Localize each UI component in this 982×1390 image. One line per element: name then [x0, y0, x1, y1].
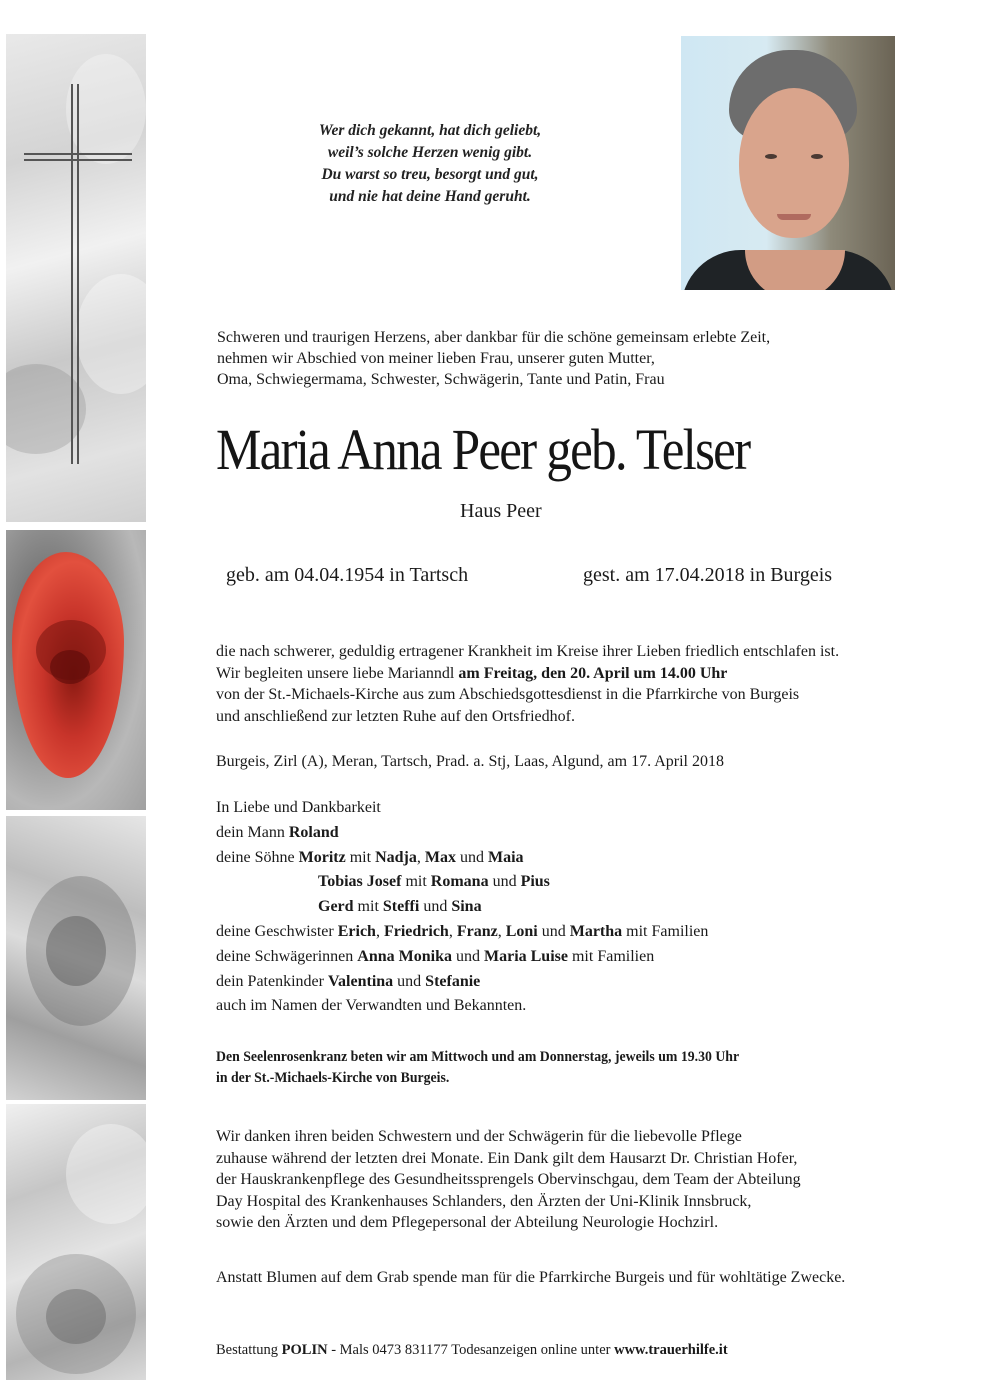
funeral-home-name: POLIN [281, 1342, 328, 1358]
thanks-line: der Hauskrankenpflege des Gesundheitssprengels Obervinschgau, dem Team der Abteilung [216, 1171, 801, 1188]
death-info: gest. am 17.04.2018 in Burgeis [583, 564, 833, 586]
footer-credit: Bestattung POLIN - Mals 0473 831177 Todesanzeigen online unter www.trauerhilfe.it [216, 1342, 728, 1358]
verse-line: weil’s solche Herzen wenig gibt. [327, 144, 533, 161]
verse-line: und nie hat deine Hand geruht. [329, 188, 531, 205]
thanks-line: Day Hospital des Krankenhauses Schlanders, den Ärzten der Uni-Klinik Innsbruck, [216, 1192, 752, 1210]
funeral-line: von der St.-Michaels-Kirche aus zum Abschiedsgottesdienst in die Pfarrkirche von Burgeis [216, 686, 800, 703]
red-rose-image [6, 530, 146, 810]
birth-info: geb. am 04.04.1954 in Tartsch [226, 564, 469, 586]
family-opening: In Liebe und Dankbarkeit [216, 799, 381, 816]
funeral-line: und anschließend zur letzten Ruhe auf den Ortsfriedhof. [216, 707, 575, 725]
verse-line: Du warst so treu, besorgt und gut, [321, 166, 539, 183]
intro-line: nehmen wir Abschied von meiner lieben Frau, unserer guten Mutter, [217, 350, 655, 367]
rosary-announcement [216, 1047, 739, 1089]
family-list [216, 796, 708, 1019]
family-closing: auch im Namen der Verwandten und Bekannten. [216, 997, 527, 1015]
deceased-name: Maria Anna Peer geb. Telser [216, 417, 750, 482]
funeral-line: die nach schwerer, geduldig ertragener Krankheit im Kreise ihrer Lieben friedlich entschlafen ist. [216, 643, 840, 660]
cross-icon [24, 84, 132, 466]
memorial-verse [260, 120, 600, 208]
decorative-rose-strip-middle [6, 816, 146, 1100]
thanks-line: sowie den Ärzten und dem Pflegepersonal der Abteilung Neurologie Hochzirl. [216, 1214, 719, 1231]
website-link[interactable]: www.trauerhilfe.it [614, 1342, 728, 1358]
family-godchildren: dein Patenkinder Valentina und Stefanie [216, 972, 481, 990]
rosary-line: Den Seelenrosenkranz beten wir am Mittwoch und am Donnerstag, jeweils um 19.30 Uhr [216, 1049, 740, 1065]
place-date: Burgeis, Zirl (A), Meran, Tartsch, Prad. a. Stj, Laas, Algund, am 17. April 2018 [216, 753, 724, 770]
intro-line: Oma, Schwiegermama, Schwester, Schwägerin, Tante und Patin, Frau [217, 371, 665, 388]
family-siblings: deine Geschwister Erich, Friedrich, Franz, Loni und Martha mit Familien [216, 922, 709, 940]
funeral-paragraph [216, 641, 839, 727]
decorative-rose-strip-bottom [6, 1104, 146, 1380]
house-name: Haus Peer [460, 500, 542, 522]
rosary-line: in der St.-Michaels-Kirche von Burgeis. [216, 1070, 450, 1086]
portrait-photo [681, 36, 895, 290]
funeral-line: Wir begleiten unsere liebe Marianndl am Freitag, den 20. April um 14.00 Uhr [216, 664, 728, 682]
verse-line: Wer dich gekannt, hat dich geliebt, [318, 122, 542, 139]
family-son-1: deine Söhne Moritz mit Nadja, Max und Maia [216, 848, 524, 866]
intro-line: Schweren und traurigen Herzens, aber dankbar für die schöne gemeinsam erlebte Zeit, [217, 329, 771, 346]
family-son-3: Gerd mit Steffi und Sina [318, 898, 482, 916]
family-son-2: Tobias Josef mit Romana und Pius [318, 873, 550, 891]
thanks-paragraph [216, 1126, 801, 1234]
funeral-date-time: am Freitag, den 20. April um 14.00 Uhr [458, 664, 728, 682]
family-husband: dein Mann Roland [216, 823, 339, 841]
thanks-line: zuhause während der letzten drei Monate. Ein Dank gilt dem Hausarzt Dr. Christian Hofer, [216, 1149, 798, 1167]
intro-text [217, 327, 770, 390]
donation-note: Anstatt Blumen auf dem Grab spende man für die Pfarrkirche Burgeis und für wohltätige Zwecke. [216, 1269, 846, 1286]
thanks-line: Wir danken ihren beiden Schwestern und der Schwägerin für die liebevolle Pflege [216, 1128, 742, 1145]
family-inlaws: deine Schwägerinnen Anna Monika und Maria Luise mit Familien [216, 947, 655, 965]
